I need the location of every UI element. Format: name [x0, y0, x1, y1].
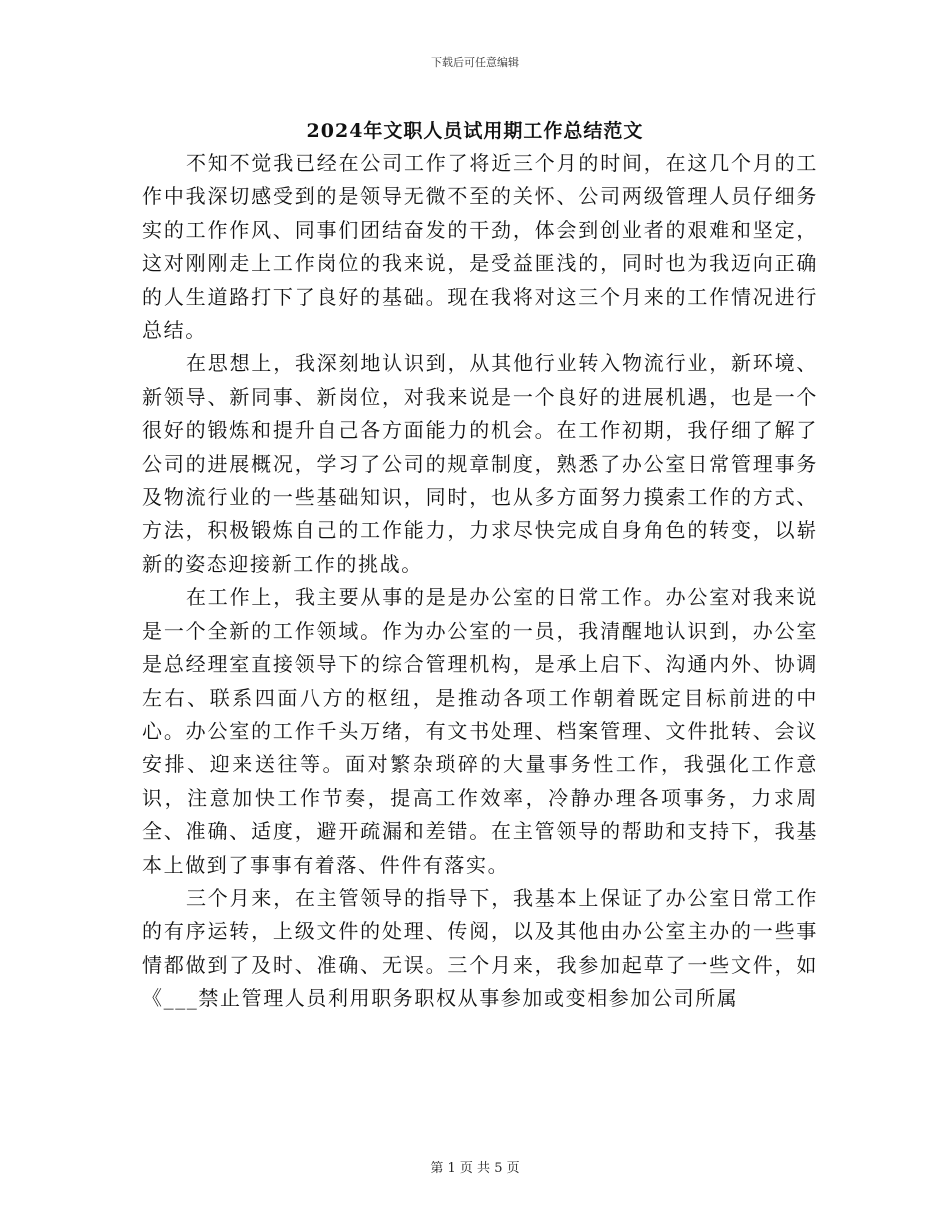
paragraph-2: 在思想上，我深刻地认识到，从其他行业转入物流行业，新环境、新领导、新同事、新岗位，对我来说是一个良好的进展机遇，也是一个很好的锻炼和提升自己各方面能力的机会。在工作初期，我仔细了解了公司的进展概况，学习了公司的规章制度，熟悉了办公室日常管理事务及物流行业的一些基础知识，同时，也从多方面努力摸索工作的方式、方法，积极锻炼自己的工作能力，力求尽快完成自身角色的转变，以崭新的姿态迎接新工作的挑战。 — [142, 351, 818, 576]
header-note: 下载后可任意编辑 — [431, 56, 519, 69]
paragraph-3: 在工作上，我主要从事的是是办公室的日常工作。办公室对我来说是一个全新的工作领域。作为办公室的一员，我清醒地认识到，办公室是总经理室直接领导下的综合管理机构，是承上启下、沟通内外、协调左右、联系四面八方的枢纽，是推动各项工作朝着既定目标前进的中心。办公室的工作千头万绪，有文书处理、档案管理、文件批转、会议安排、迎来送往等。面对繁杂琐碎的大量事务性工作，我强化工作意识，注意加快工作节奏，提高工作效率，冷静办理各项事务，力求周全、准确、适度，避开疏漏和差错。在主管领导的帮助和支持下，我基本上做到了事事有着落、件件有落实。 — [142, 585, 818, 877]
document-body — [142, 147, 818, 1016]
paragraph-1: 不知不觉我已经在公司工作了将近三个月的时间，在这几个月的工作中我深切感受到的是领导无微不至的关怀、公司两级管理人员仔细务实的工作作风、同事们团结奋发的干劲，体会到创业者的艰难和坚定，这对刚刚走上工作岗位的我来说，是受益匪浅的，同时也为我迈向正确的人生道路打下了良好的基础。现在我将对这三个月来的工作情况进行总结。 — [142, 151, 818, 343]
paragraph-4: 三个月来，在主管领导的指导下，我基本上保证了办公室日常工作的有序运转，上级文件的处理、传阅，以及其他由办公室主办的一些事情都做到了及时、准确、无误。三个月来，我参加起草了一些文件，如《___禁止管理人员利用职务职权从事参加或变相参加公司所属 — [142, 885, 818, 1011]
page-number: 第 1 页 共 5 页 — [430, 1161, 520, 1176]
document-title: 2024年文职人员试用期工作总结范文 — [306, 120, 644, 142]
